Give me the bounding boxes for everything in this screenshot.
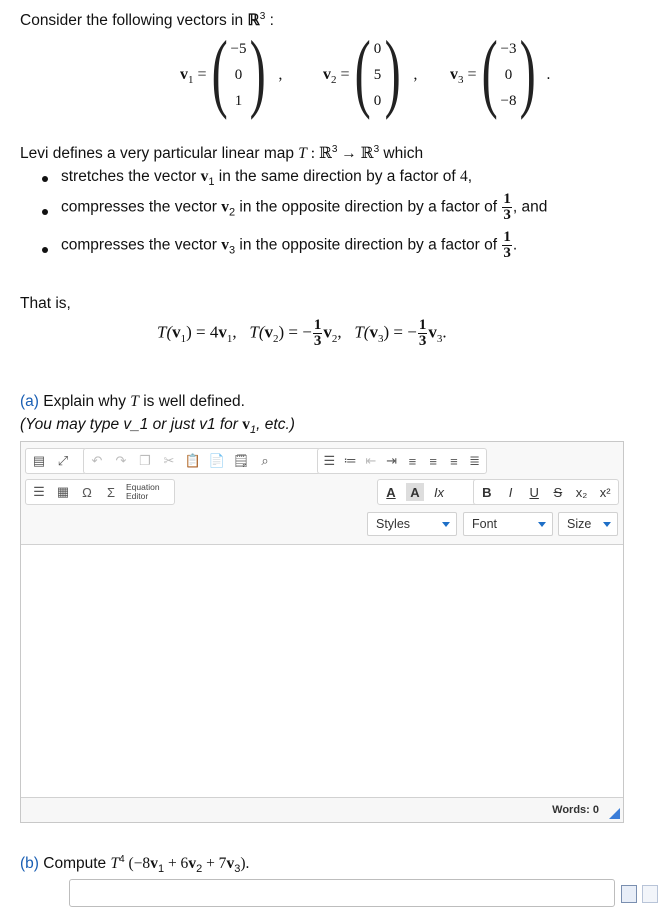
chevron-down-icon [538,522,546,527]
chevron-down-icon [442,522,450,527]
vector-v3: $v_3$ = ( −3 0 −8 ) . [450,24,551,121]
cut-icon[interactable]: ✂ [163,453,175,468]
part-a-hint: (You may type v_1 or just v1 for $v_1$, etc.) [20,416,295,437]
remove-format-button[interactable]: Ix [433,484,445,500]
align-center-icon[interactable]: ≡ [429,453,437,469]
table-icon[interactable]: ▦ [56,484,70,499]
size-dropdown[interactable]: Size [558,512,618,536]
part-b-question: (b) Compute $T^4$ $(-8v_1 + 6v_2 + 7v_3)$. [20,853,250,876]
subscript-button[interactable]: x₂ [575,484,588,500]
intro-text: Consider the following vectors in ℝ$^3$ : [20,10,274,29]
paste-icon[interactable]: 📋 [184,453,202,468]
strike-button[interactable]: S [553,484,563,500]
text-color-button[interactable]: A [386,484,396,500]
align-left-icon[interactable]: ≡ [408,453,417,469]
find-icon[interactable]: ⌕ [261,453,269,468]
undo-icon[interactable]: ↶ [91,453,103,468]
horizontal-rule-icon[interactable]: ☰ [33,484,45,499]
bullet-v3: compresses the vector $v_3$ in the opposite direction by a factor of $\frac{1}{3}$ . [61,229,518,261]
source-icon[interactable]: ▤ [32,453,46,468]
part-a-question: (a) Explain why T is well defined. [20,393,245,410]
resize-grip-icon[interactable] [609,808,620,819]
redo-icon[interactable]: ↷ [115,453,127,468]
bulleted-list-icon[interactable]: ≔ [343,453,357,468]
bullet-v2: compresses the vector $v_2$ in the opposite direction by a factor of $\frac{1}{3}$ , and [61,191,548,223]
paste-word-icon[interactable]: 🗒 [232,453,250,468]
toolbar-group-colors [377,479,479,505]
vector-v1: $v_1$ = ( −5 0 1 ) , [180,24,283,121]
copy-icon[interactable]: ❐ [139,453,151,468]
rich-text-editor [20,441,624,823]
toolbar-group-clipboard [83,448,321,474]
bg-color-button[interactable]: A [406,483,424,501]
help-icon[interactable] [642,885,658,903]
editor-toolbar [21,442,623,545]
styles-dropdown[interactable]: Styles [367,512,457,536]
outdent-icon[interactable]: ⇤ [365,453,377,468]
levi-definition: Levi defines a very particular linear map T : ℝ$^3$ → ℝ$^3$ which [20,143,424,162]
word-count: Words: 0 [552,804,599,816]
bullet-dot [42,176,48,182]
indent-icon[interactable]: ⇥ [386,453,398,468]
toolbar-group-source [25,448,87,474]
italic-button[interactable]: I [508,484,513,500]
equation-editor-button[interactable]: Equation Editor [126,482,160,501]
bullet-v1: stretches the vector $v_1$ in the same direction by a factor of 4, [61,168,473,189]
editor-text-area[interactable] [21,545,623,798]
numbered-list-icon[interactable]: ☰ [323,453,336,468]
bullet-dot [42,209,48,215]
align-right-icon[interactable]: ≡ [450,453,458,469]
vector-v2: $v_2$ = ( 0 5 0 ) , [323,24,418,121]
toolbar-group-insert [25,479,175,505]
bold-button[interactable]: B [482,484,492,500]
justify-icon[interactable]: ≣ [469,453,481,468]
paste-text-icon[interactable]: 📄 [208,453,226,468]
superscript-button[interactable]: x² [599,484,611,500]
font-dropdown[interactable]: Font [463,512,553,536]
bullet-dot [42,247,48,253]
that-is-text: That is, [20,295,71,312]
maximize-icon[interactable]: ⤢ [57,453,69,468]
toolbar-group-basicstyles [473,479,619,505]
chevron-down-icon [603,522,611,527]
special-char-icon[interactable]: Ω [82,484,92,500]
preview-icon[interactable] [621,885,637,903]
toolbar-group-paragraph [317,448,487,474]
transform-equation: $T(v_1) = 4v_1$, $T(v_2)$ = − $\frac{1}{3}$ $v_2$, $T(v_3)$ = − $\frac{1}{3}$ $v_3$. [157,317,447,349]
sigma-icon[interactable]: Σ [106,484,116,500]
underline-button[interactable]: U [529,484,539,500]
part-b-answer-input[interactable] [69,879,615,907]
